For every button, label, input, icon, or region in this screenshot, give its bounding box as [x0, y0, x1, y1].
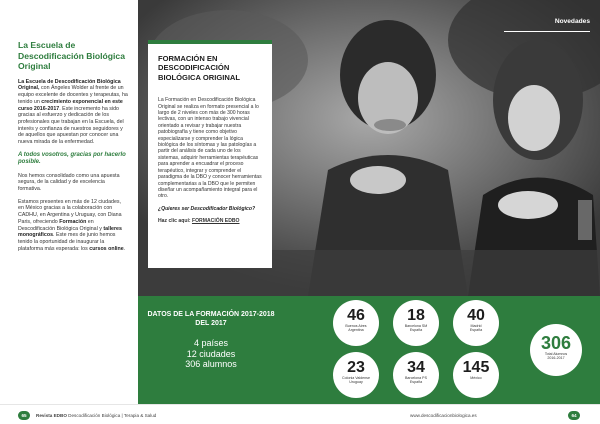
city-name: Barcelona PS [405, 376, 427, 380]
section-header [504, 18, 590, 32]
presence-text-2: en Descodificación Biológica Original y [18, 218, 104, 232]
total-students-circle [530, 324, 582, 376]
total-label: Total Alumnos [544, 352, 568, 356]
city-name: México [470, 376, 482, 380]
city-circle [393, 352, 439, 398]
intro-bold-school: La Escuela de Descodificación Biológica Original, [18, 78, 121, 92]
training-title: FORMACIÓN EN DESCODIFICACIÓN BIOLÓGICA ORIGINAL [158, 54, 240, 82]
presence-bold-talleres: talleres monográficos [18, 225, 122, 239]
city-name: Barcelona SM [404, 324, 428, 328]
city-count: 18 [407, 307, 425, 324]
city-count: 34 [407, 359, 425, 376]
city-circle [333, 300, 379, 346]
stats-summary [146, 338, 276, 370]
training-link[interactable]: FORMACIÓN EDBO [191, 218, 240, 225]
city-circle [453, 352, 499, 398]
consolidated-paragraph: Nos hemos consolidado como una apuesta segura, de la calidad y de excelencia formativa. [18, 172, 120, 193]
training-question: ¿Quieres ser Descodificador Biológico? [158, 205, 256, 212]
presence-bold-formacion: Formación [59, 218, 87, 225]
city-circle [453, 300, 499, 346]
training-link-line [158, 218, 262, 224]
presence-text-4: . [123, 245, 126, 252]
city-country: Argentina [348, 328, 364, 333]
stat-cities: 12 ciudades [186, 348, 236, 359]
training-link-prefix: Haz clic aquí: [158, 218, 192, 225]
stats-title: DATOS DE LA FORMACIÓN 2017-2018 DEL 2017 [147, 311, 275, 327]
city-country: Uruguay [349, 380, 363, 385]
city-count: 23 [347, 359, 365, 376]
intro-text-1: con Ángeles Wolder al frente de un equipo excelente de docentes y terapeutas, ha tenido un [18, 85, 128, 105]
training-description: La Formación en Descodificación Biológica Original se realiza en formato presencial a lo largo de 2 niveles con más de 300 horas lectivas, con un intenso trabajo vivencial orientado a revisar y trabajar nuestra patobiografía y tiene como objetivo especializarse y comprender la lógica biológica de los síntomas y las patologías a partir del análisis de cada uno de los sistemas, adquirir herramientas terapéuticas para aprender a encuadrar el proceso terapéutico, integrar y comprender el paradigma de la DBO y conocer herramientas complementarias a la DBO que le permiten diseñar un acompañamiento integral para el otro. [158, 97, 262, 200]
training-info-box [148, 40, 272, 268]
presence-bold-online: cursos online [89, 245, 124, 252]
city-country: España [409, 380, 423, 385]
city-circle [393, 300, 439, 346]
training-stats-band [138, 296, 600, 404]
city-name: Madrid [470, 324, 482, 328]
footer-url[interactable]: www.descodificacionbiologica.es [410, 412, 477, 418]
section-label: Novedades [554, 18, 590, 25]
left-column-content [18, 40, 128, 258]
total-years: 2016-2017 [547, 356, 565, 361]
left-title: La Escuela de Descodificación Biológica Original [18, 40, 125, 72]
stat-countries: 4 países [193, 338, 229, 348]
info-box-accent-bar [148, 40, 272, 44]
page-footer [0, 404, 600, 424]
city-count: 40 [467, 307, 485, 324]
presence-text-1: Estamos presentes en más de 12 ciudades, en México gracias a la colaboración con CADHU, en Argentina y Uruguay, con Diana Paris, ofreciendo [18, 198, 122, 225]
footer-magazine-subtitle: Descodificación Biológica | Terapia & Salud [66, 412, 157, 418]
thanks-text: A todos vosotros, gracias por hacerlo posible. [18, 151, 126, 166]
presence-paragraph [18, 199, 128, 253]
city-count: 46 [347, 307, 365, 324]
page-number-right: 64 [568, 411, 580, 420]
city-count: 145 [462, 359, 490, 376]
presence-text-3: . Este mes de junio hemos tenido la oportunidad de inaugurar la plataforma más esperada: los [18, 232, 116, 252]
intro-paragraph [18, 79, 128, 146]
city-circle [333, 352, 379, 398]
city-name: Buenos Aires [345, 324, 367, 328]
footer-publication [36, 413, 156, 418]
total-count: 306 [540, 333, 572, 353]
city-country: España [409, 328, 423, 333]
footer-magazine-name: Revista EDBO [36, 412, 67, 418]
intro-text-2: . Este incremento ha sido gracias al esfuerzo y dedicación de los profesionales que trabajan en la Escuela, del interés y confianza de nuestros seguidores y de aquellos que apuestan por conocer una nueva mirada de la enfermedad. [18, 105, 124, 146]
stat-students: 306 alumnos [185, 359, 237, 369]
intro-bold-growth: crecimiento exponencial en este curso 2016-2017 [18, 98, 123, 112]
left-column [0, 0, 138, 424]
page-number-left: 65 [18, 411, 30, 420]
city-country: España [469, 328, 483, 333]
city-name: Colonia Valdense [342, 376, 370, 380]
